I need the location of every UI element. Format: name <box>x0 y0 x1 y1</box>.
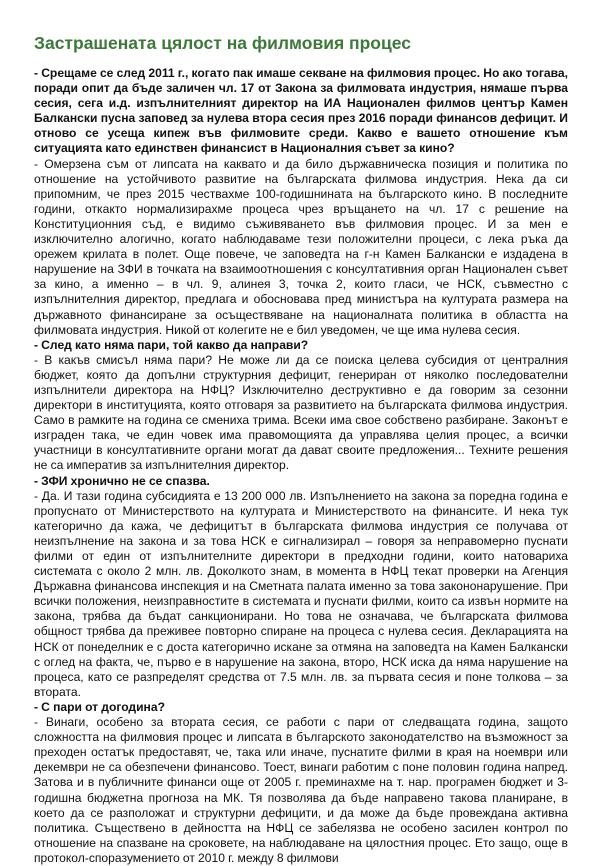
interview-answer: - В какъв смисъл няма пари? Не може ли да се поиска целева субсидия от централния бюджет, която да допълни структурния дефицит, генериран от няколко последователни изпълнители директора на НФЦ? Изключително деструктивно е да говорим за сезонни директори в институцията, която отговаря за развитието на българската филмова индустрия. Само в рамките на година се смениха трима. Всеки има своe собствено разбиране. Законът е изграден така, че един човек има правомощията да управлява целия процес, а всички участници в консултативните органи могат да дават своите предложения... Техните решения не са императив за изпълнителния директор. <box>34 352 568 473</box>
interview-question: - Срещаме се след 2011 г., когато пак имаше секване на филмовия процес. Но ако тогава, поради опит да бъде заличен чл. 17 от Закона за филмовата индустрия, нямаше първа сесия, сега и.д. изпълнителният директор на ИА Национален филмов център Камен Балкански пусна заповед за нулева втора сесия през 2016 поради финансов дефицит. И отново се усеща кипеж във филмовите среди. Какво е вашето отношение към ситуацията като единствен финансист в Националния съвет за кино? <box>34 66 568 156</box>
interview-question: - След като няма пари, той какво да направи? <box>34 337 309 352</box>
interview-answer: - Да. И тази година субсидията е 13 200 000 лв. Изпълнението на закона за поредна година е пропуснато от Министерството на културата и Министерството на финансите. И нека тук категорично да кажа, че дефицитът в българската филмова индустрия се получава от неизпълнение на закона и за това НСК е сигнализирал – говоря за неправомерно пуснати филми от един от изпълнителните директори в предходни години, които натовариха системата с около 2 млн. лв. Доколкото знам, в момента в НФЦ текат проверки на Агенция Държавна финансова инспекция и на Сметната палата именно за това закононарушение. При всички положения, неизправностите в системата и пуснати филми, които са извън нормите на закона, трябва да бъдат санкционирани. Но това не означава, че българската филмова общност трябва да преживее повторно спиране на процеса с нулева сесия. Декларацията на НСК от понеделник е с доста категорично искане за отмяна на заповедта на Камен Балкански с оглед на факта, че, първо е в нарушение на закона, второ, НСК иска да няма нарушение на процеса, като се разпределят средства от 7.5 млн. лв. за първата сесия и поне толкова – за втората. <box>34 488 568 699</box>
article-title: Застрашената цялост на филмовия процес <box>34 33 411 53</box>
interview-answer: - Винаги, особено за втората сесия, се работи с пари от следващата година, защото сложността на филмовия процес и липсата в българското законодателство на възможност за преходен остатък предоставят, че, така или иначе, пуснатите филми в края на ноември или декември не са обезпечени финансово. Тоест, винаги работим с поне половин година напред. Затова и в публичните финанси още от 2005 г. преминахме на т. нар. програмен бюджет и 3-годишна бюджетна прогноза на МК. Тя позволява да бъде направено такова планиране, в което да се разположат и структурни дефицити, и да може да бъде провеждана активна политика. Съществено в дейността на НФЦ се забелязва не особено засилен контрол по отношение на спазване на сроковете, на наблюдаване на цялостния процес. Ето защо, още в протокол-споразумението от 2010 г. между 8 филмови <box>34 715 568 865</box>
interview-question: - С пари от догодина? <box>34 699 165 714</box>
article-body <box>34 66 568 866</box>
interview-question: - ЗФИ хронично не се спазва. <box>34 473 210 488</box>
interview-answer: - Омерзена съм от липсата на каквато и да било държавническа позиция и политика по отношение на устойчивото развитие на българската филмова индустрия. Нека да си припомним, че през 2015 чествахме 100-годишнината на българското кино. В последните години, откакто нормализирахме процеса чрез връщането на чл. 17 с решение на Конституционния съд, е видимо съживяването във филмовия процес. И за мен е изключително алогично, когато наблюдаваме тези положителни процеси, с лека ръка да орежем крилата в полет. Още повече, че заповедта на г-н Камен Балкански е издадена в нарушение на ЗФИ в точката на взаимоотношения с консултативния орган Национален съвет за кино, а именно – в чл. 9, алинея 3, точка 2, които гласи, че НСК, съвместно с изпълнителния директор, предлага и обосновава пред министъра на културата размера на държавното финансиране за осъществяване на националната политика в областта на филмовата индустрия. Никой от колегите не е бил уведомен, че ще има нулева сесия. <box>34 156 568 337</box>
